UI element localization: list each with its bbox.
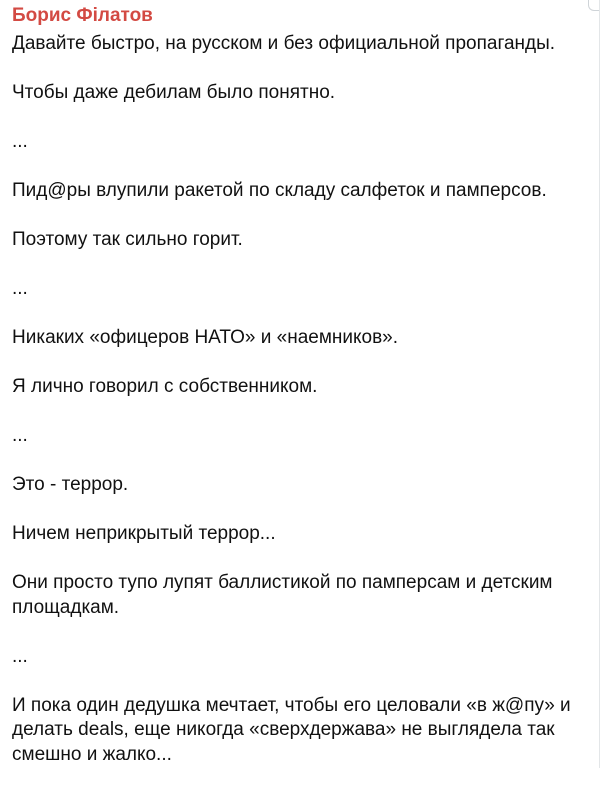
message-paragraph: Это - террор. [12, 474, 129, 495]
message-paragraph: Я лично говорил с собственником. [12, 376, 318, 397]
message-paragraph: ... [12, 425, 28, 446]
message-paragraph: И пока один дедушка мечтает, чтобы его целовали «в ж@пу» и делать deals, еще никогда «сверхдержава» не выглядела так смешно и жалко... [12, 694, 571, 765]
message-paragraph: Никаких «офицеров НАТО» и «наемников». [12, 327, 399, 348]
message-paragraph: Давайте быстро, на русском и без официальной пропаганды. [12, 33, 556, 54]
message-paragraph: ... [12, 645, 28, 667]
message-paragraph: Ничем неприкрытый террор... [12, 523, 276, 544]
message-author[interactable]: Борис Філатов [12, 5, 153, 26]
message-paragraph: Они просто тупо лупят баллистикой по памперсам и детским площадкам. [12, 572, 553, 618]
message-paragraph: Чтобы даже дебилам было понятно. [12, 82, 336, 103]
message-paragraph: Пид@ры влупили ракетой по складу салфеток и памперсов. [12, 180, 547, 201]
message-text [12, 32, 592, 792]
bubble-corner [588, 0, 599, 11]
message-paragraph: Поэтому так сильно горит. [12, 229, 243, 250]
message-paragraph: ... [12, 278, 28, 299]
message-paragraph: ... [12, 131, 28, 152]
